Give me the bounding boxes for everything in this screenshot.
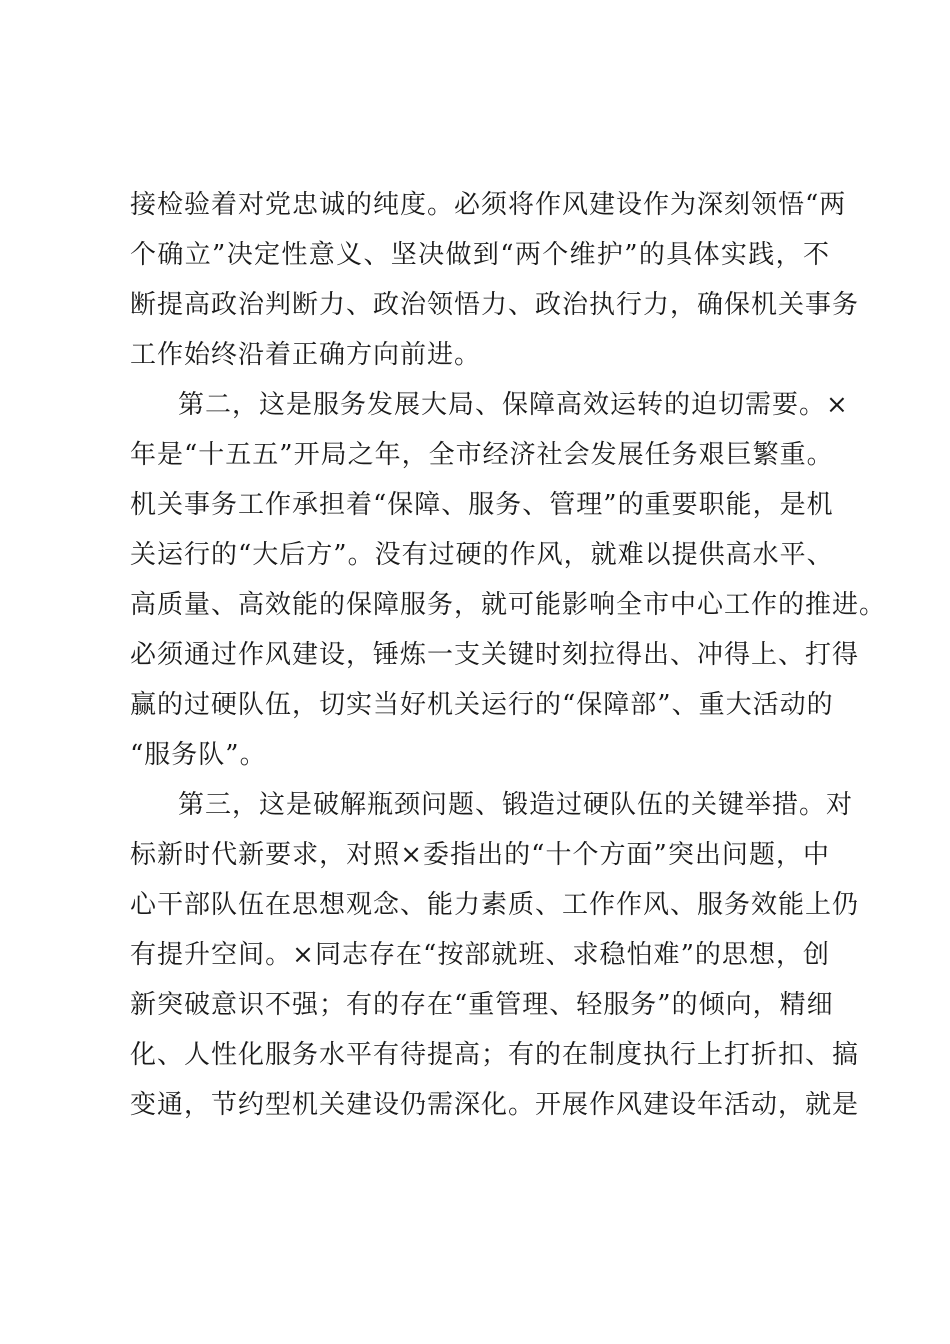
paragraph-3-line-2: 标新时代新要求，对照×委指出的“十个方面”突出问题，中 [130, 840, 830, 870]
paragraph-2-line-4: 关运行的“大后方”。没有过硬的作风，就难以提供高水平、 [130, 540, 834, 570]
paragraph-1-line-4: 工作始终沿着正确方向前进。 [130, 340, 482, 370]
paragraph-2-line-5: 高质量、高效能的保障服务，就可能影响全市中心工作的推进。 [130, 590, 887, 620]
paragraph-3-line-5: 新突破意识不强；有的存在“重管理、轻服务”的倾向，精细 [130, 990, 834, 1020]
paragraph-2-line-3: 机关事务工作承担着“保障、服务、管理”的重要职能，是机 [130, 490, 834, 520]
paragraph-3-line-7: 变通，节约型机关建设仍需深化。开展作风建设年活动，就是 [130, 1090, 860, 1120]
paragraph-3-line-4: 有提升空间。×同志存在“按部就班、求稳怕难”的思想，创 [130, 940, 830, 970]
paragraph-1-line-3: 断提高政治判断力、政治领悟力、政治执行力，确保机关事务 [130, 290, 860, 320]
paragraph-3-line-6: 化、人性化服务水平有待提高；有的在制度执行上打折扣、搞 [130, 1040, 860, 1070]
paragraph-1-line-2: 个确立”决定性意义、坚决做到“两个维护”的具体实践，不 [130, 240, 830, 270]
paragraph-2-line-8: “服务队”。 [130, 740, 267, 770]
paragraph-3-line-3: 心干部队伍在思想观念、能力素质、工作作风、服务效能上仍 [130, 890, 860, 920]
paragraph-1-line-1: 接检验着对党忠诚的纯度。必须将作风建设作为深刻领悟“两 [130, 190, 847, 220]
paragraph-2-line-2: 年是“十五五”开局之年，全市经济社会发展任务艰巨繁重。 [130, 440, 834, 470]
paragraph-2-line-7: 赢的过硬队伍，切实当好机关运行的“保障部”、重大活动的 [130, 690, 834, 720]
paragraph-3-line-1: 第三，这是破解瓶颈问题、锻造过硬队伍的关键举措。对 [178, 790, 854, 820]
paragraph-2-line-6: 必须通过作风建设，锤炼一支关键时刻拉得出、冲得上、打得 [130, 640, 860, 670]
paragraph-2-line-1: 第二，这是服务发展大局、保障高效运转的迫切需要。× [178, 390, 849, 420]
